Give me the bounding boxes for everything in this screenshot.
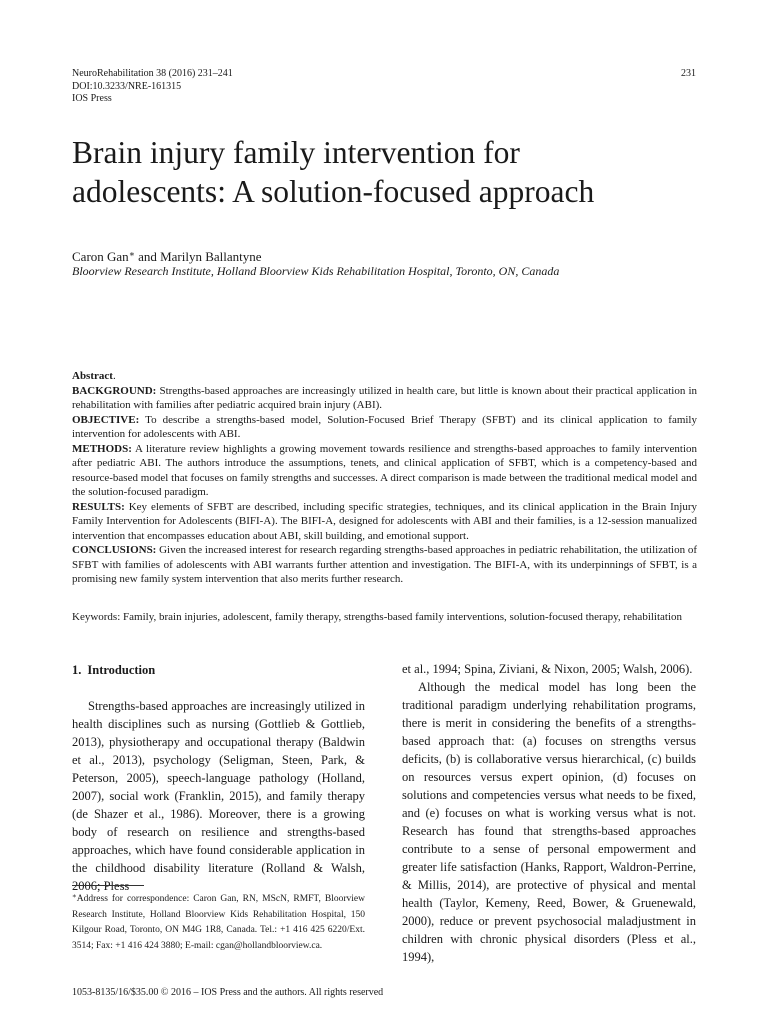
journal-masthead xyxy=(72,68,233,106)
body-column-right xyxy=(402,660,696,966)
doi-link[interactable]: DOI:10.3233/NRE-161315 xyxy=(72,80,182,92)
footnote-divider xyxy=(72,885,144,886)
objective-label: OBJECTIVE: xyxy=(72,413,140,426)
section-number: 1. xyxy=(72,663,82,677)
abstract-objective xyxy=(72,413,697,442)
conclusions-label: CONCLUSIONS: xyxy=(72,544,157,556)
section-heading-introduction xyxy=(72,661,365,679)
abstract-results xyxy=(72,500,697,544)
background-label: BACKGROUND: xyxy=(72,384,157,397)
correspondence-footnote xyxy=(72,889,365,954)
publisher-name: IOS Press xyxy=(72,93,112,104)
title-line-1: Brain injury family intervention for xyxy=(72,135,520,170)
abstract-background xyxy=(72,384,697,413)
methods-text: A literature review highlights a growing movement towards resilience and strengths-based approaches to family intervention after pediatric ABI. The authors introduce the assumptions, tenets, and clinical application of SFBT, which is a competency-based and resource-based model that focuses on family strengths and successes. A direct comparison is made between the traditional medical model and the solution-focused paradigm. xyxy=(72,442,697,498)
objective-text: To describe a strengths-based model, Solution-Focused Brief Therapy (SFBT) and its clinical application to family intervention for adolescents with ABI. xyxy=(72,413,697,440)
paragraph-intro-1-continued: et al., 1994; Spina, Ziviani, & Nixon, 2005; Walsh, 2006). xyxy=(402,662,693,676)
paragraph-intro-1: Strengths-based approaches are increasingly utilized in health disciplines such as nursing (Gottlieb & Gottlieb, 2013), physiotherapy and occupational therapy (Baldwin et al., 2013), psychology (Seligman, Steen, Park, & Peterson, 2005), speech-language pathology (Holland, 2007), social work (Franklin, 2015), and family therapy (de Shazer et al., 1986). Moreover, there is a growing body of research on resilience and strengths-based approaches, which have found considerable application in the childhood disability literature (Rolland & Walsh, 2006; Pless xyxy=(72,699,365,893)
background-text: Strengths-based approaches are increasingly utilized in health care, but little is known about their practical application in rehabilitation with families after pediatric acquired brain injury (ABI). xyxy=(72,384,697,411)
paragraph-intro-2: Although the medical model has long been the traditional paradigm underlying rehabilitation programs, there is merit in considering the benefits of a strengths-based approach that: (a) focuses on strengths versus deficits, (b) is collaborative versus hierarchical, (c) builds on resources versus expert opinion, (d) focuses on solutions and competencies versus what needs to be fixed, and (e) focuses on what is working versus what is not. Research has found that strengths-based approaches contribute to a sense of personal empowerment and greater life satisfaction (Hanks, Rapport, Waldron-Perrine, & Millis, 2014), are protective of physical and mental health (Taylor, Kemeny, Reed, Bower, & Gruenewald, 2000), reduce or prevent psychosocial maladjustment in children with chronic physical disorders (Pless et al., 1994), xyxy=(402,680,696,964)
author-first: Caron Gan xyxy=(72,249,129,264)
footnote-marker: ∗ xyxy=(72,892,77,900)
section-title: Introduction xyxy=(87,663,156,677)
results-label: RESULTS: xyxy=(72,500,125,513)
abstract-heading: Abstract xyxy=(72,370,113,382)
results-text: Key elements of SFBT are described, including specific strategies, techniques, and its clinical application in the Brain Injury Family Intervention for Adolescents (BIFI-A). The BIFI-A, designed for adolescents with ABI and their families, is a 12-session manualized intervention that encompasses education about ABI, skill building, and emotional support. xyxy=(72,500,697,542)
article-title xyxy=(72,133,712,211)
conclusions-text: Given the increased interest for research regarding strengths-based approaches in pediatric rehabilitation, the utilization of SFBT with families of adolescents with ABI warrants further attention and investigation. The BIFI-A, with its underpinnings of SFBT, is a promising new family system intervention that also merits further research. xyxy=(72,544,697,585)
methods-label: METHODS: xyxy=(72,442,132,455)
body-column-left xyxy=(72,661,365,895)
corresponding-author-marker[interactable]: ∗ xyxy=(128,249,135,259)
abstract-methods xyxy=(72,442,697,500)
author-affiliation: Bloorview Research Institute, Holland Bloorview Kids Rehabilitation Hospital, Toronto, ON, Canada xyxy=(72,264,560,278)
footnote-text: Address for correspondence: Caron Gan, RN, MScN, RMFT, Bloorview Research Institute, Holland Bloorview Kids Rehabilitation Hospital, 150 Kilgour Road, Toronto, ON M4G 1R8, Canada. Tel.: +1 416 425 6220/Ext. 3514; Fax: +1 416 424 3880; E-mail: cgan@hollandbloorview.ca. xyxy=(72,894,365,951)
title-line-2: adolescents: A solution-focused approach xyxy=(72,174,595,209)
abstract-heading-suffix: . xyxy=(112,370,116,382)
copyright-line: 1053-8135/16/$35.00 © 2016 – IOS Press and the authors. All rights reserved xyxy=(72,987,384,998)
journal-citation: NeuroRehabilitation 38 (2016) 231–241 xyxy=(72,68,233,79)
keywords: Keywords: Family, brain injuries, adolescent, family therapy, strengths-based family interventions, solution-focused therapy, rehabilitation xyxy=(72,611,683,623)
abstract-conclusions xyxy=(72,543,697,587)
abstract-block xyxy=(72,369,697,587)
page-number: 231 xyxy=(681,68,696,79)
author-rest: and Marilyn Ballantyne xyxy=(134,249,262,264)
